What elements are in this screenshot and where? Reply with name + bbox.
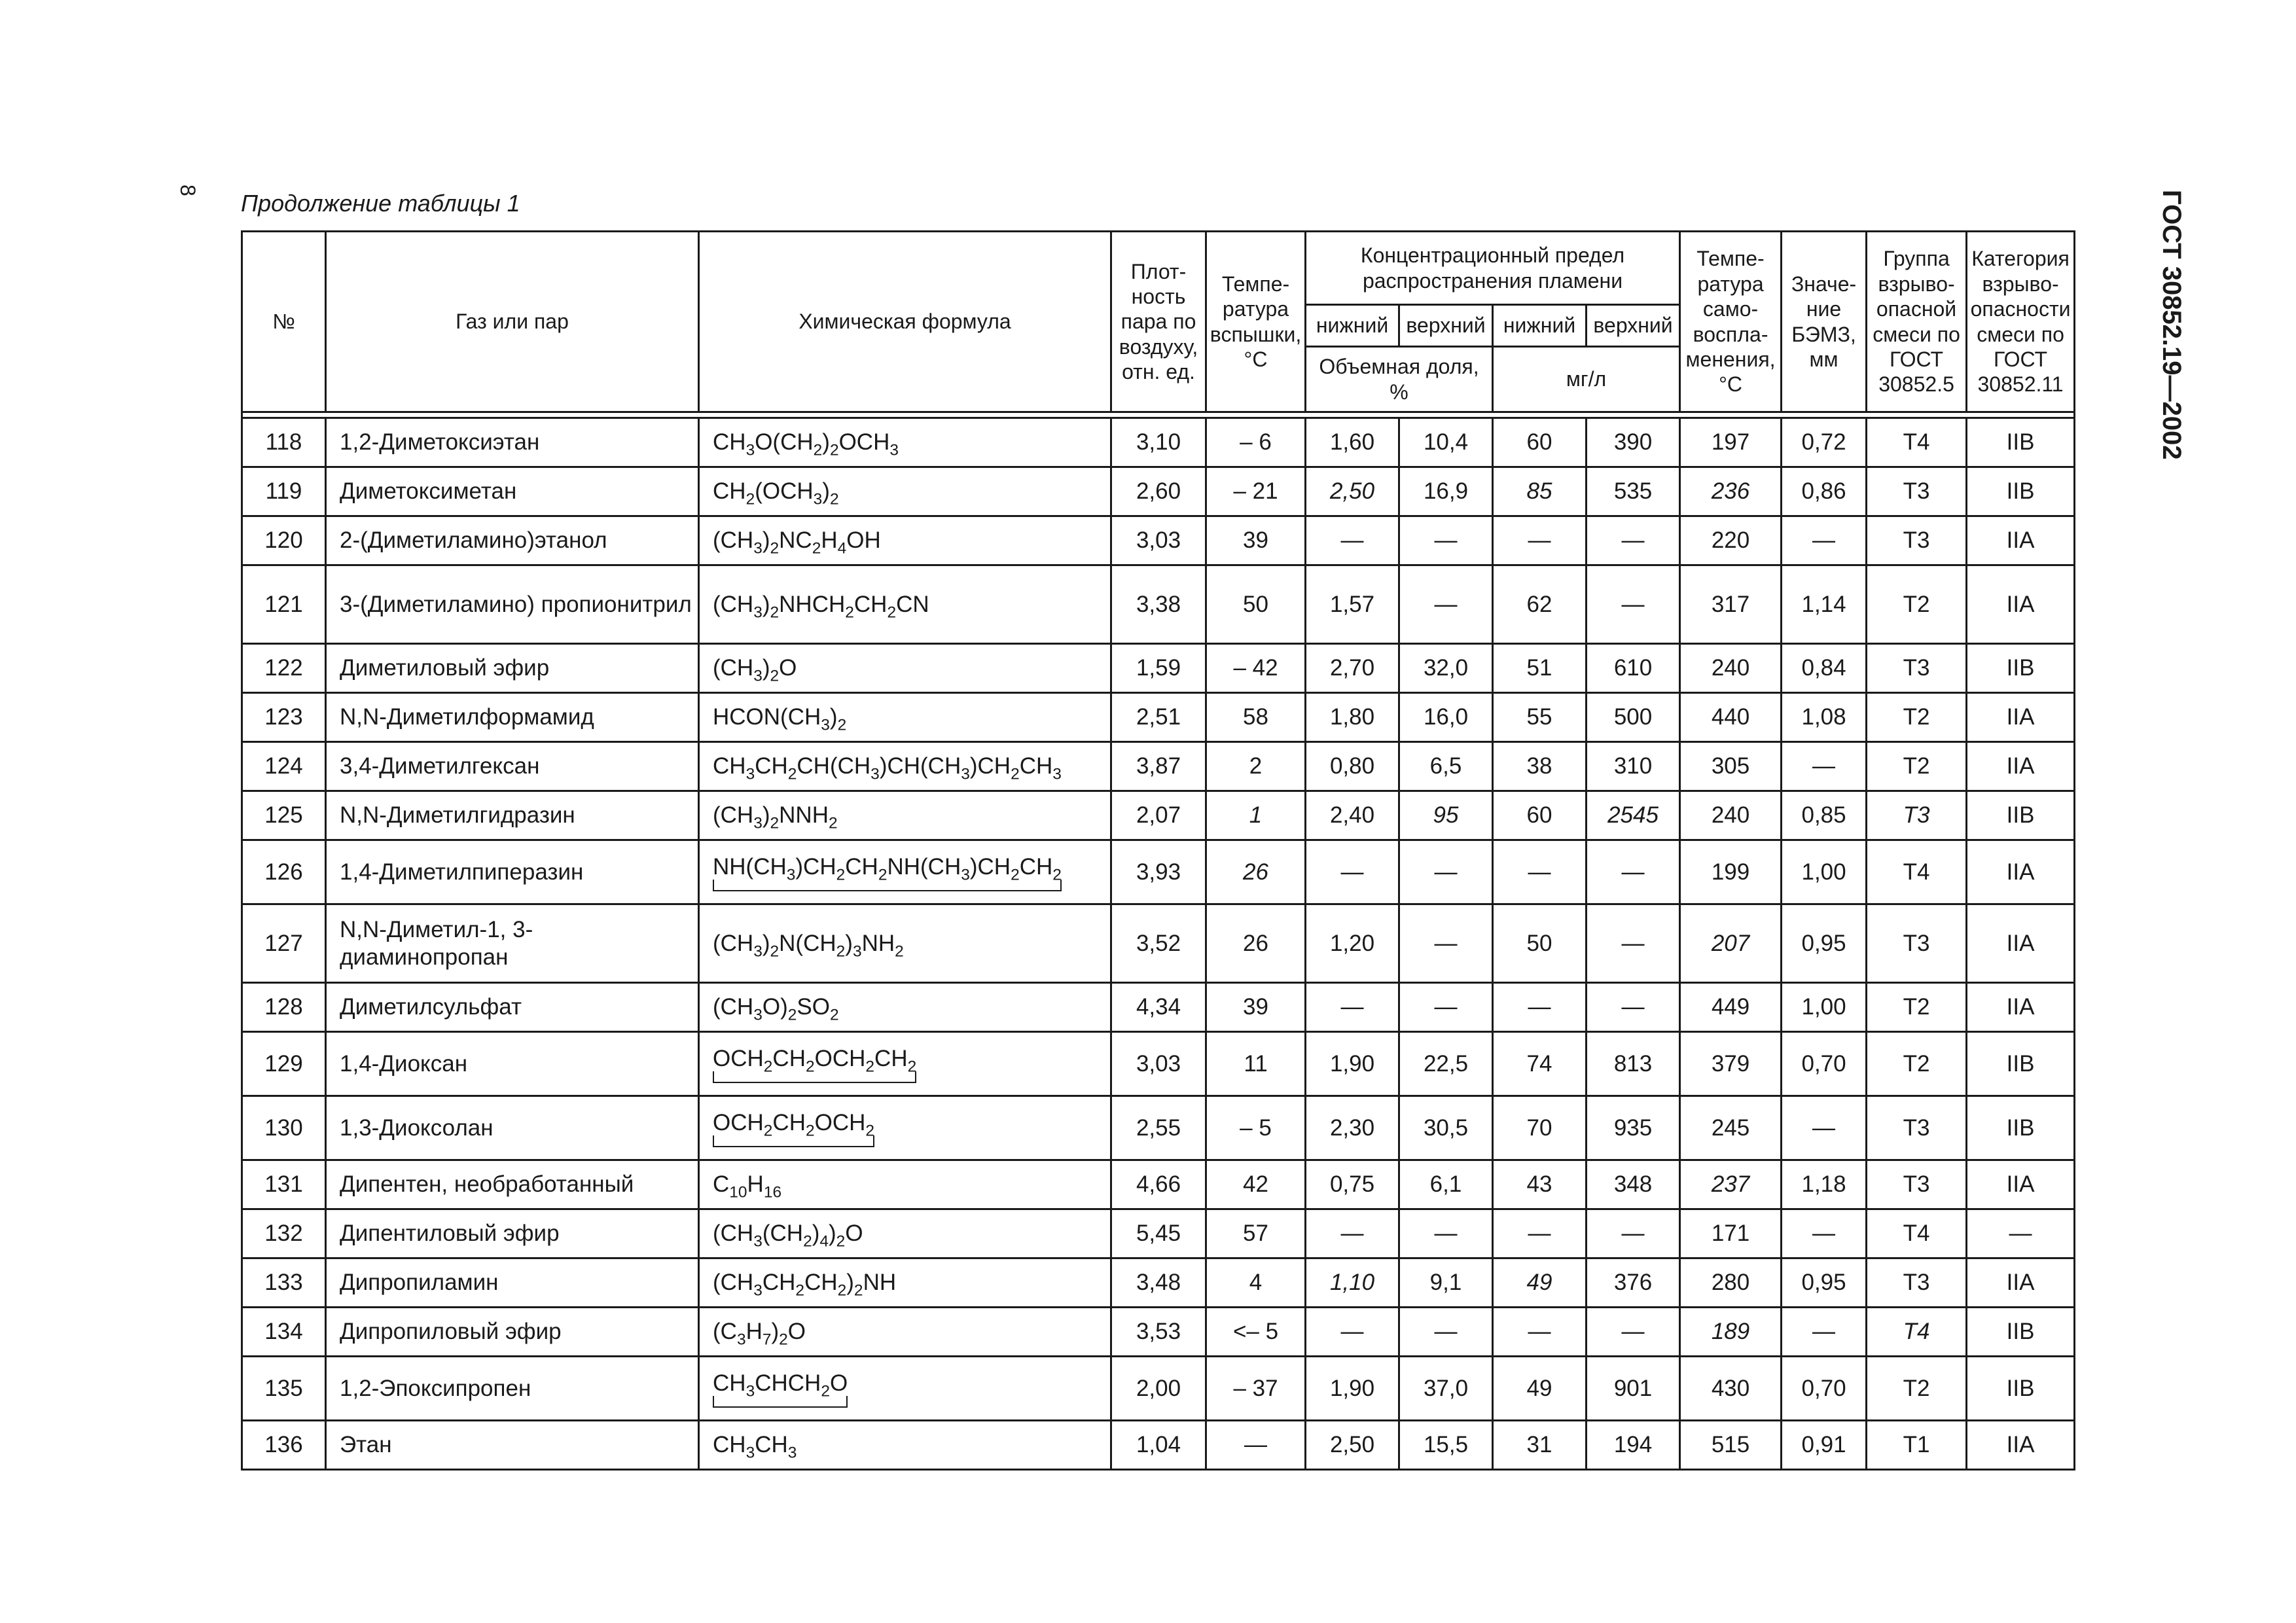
cell-bemz: 0,86 (1782, 467, 1867, 516)
cell-umg: 348 (1587, 1160, 1680, 1209)
chemical-formula (699, 840, 1111, 904)
cell-lmg: 31 (1493, 1421, 1587, 1470)
cell-group: T2 (1867, 983, 1967, 1032)
table-body (242, 418, 2075, 1470)
cell-group: T4 (1867, 1209, 1967, 1258)
cell-auto: 515 (1680, 1421, 1782, 1470)
cell-lvol: 1,57 (1306, 565, 1399, 644)
cell-lvol: 2,40 (1306, 791, 1399, 840)
table-row (242, 840, 2075, 904)
gas-name: 1,2-Эпоксипропен (326, 1357, 699, 1421)
gas-name: 1,4-Диметилпиперазин (326, 840, 699, 904)
cell-density: 3,38 (1111, 565, 1206, 644)
cell-auto: 197 (1680, 418, 1782, 467)
cell-lmg: — (1493, 840, 1587, 904)
cell-bemz: 0,95 (1782, 1258, 1867, 1308)
cell-bemz: 1,14 (1782, 565, 1867, 644)
cell-group: T4 (1867, 840, 1967, 904)
cell-lvol: 1,20 (1306, 904, 1399, 983)
cell-uvol: — (1399, 983, 1493, 1032)
gas-name: N,N-Диметил-1, 3-диаминопропан (326, 904, 699, 983)
cell-auto: 440 (1680, 693, 1782, 742)
cell-uvol: 37,0 (1399, 1357, 1493, 1421)
cell-flash: 58 (1206, 693, 1306, 742)
cell-umg: 500 (1587, 693, 1680, 742)
header-category: Категория взрыво-опасности смеси по ГОСТ 30852.11 (1967, 232, 2075, 412)
cell-flash: 4 (1206, 1258, 1306, 1308)
cell-cat: — (1967, 1209, 2075, 1258)
header-group: Группа взрыво-опасной смеси по ГОСТ 30852.5 (1867, 232, 1967, 412)
cell-lvol: — (1306, 1209, 1399, 1258)
cell-cat: IIA (1967, 1258, 2075, 1308)
cell-auto: 379 (1680, 1032, 1782, 1096)
cell-cat: IIB (1967, 1032, 2075, 1096)
cell-lvol: — (1306, 983, 1399, 1032)
table-caption: Продолжение таблицы 1 (241, 190, 520, 217)
cell-group: T3 (1867, 1096, 1967, 1160)
cell-group: T3 (1867, 1258, 1967, 1308)
header-lower-vol: нижний (1306, 305, 1399, 347)
cell-cat: IIA (1967, 516, 2075, 565)
cell-bemz: 0,70 (1782, 1357, 1867, 1421)
cell-flash: – 37 (1206, 1357, 1306, 1421)
cell-auto: 245 (1680, 1096, 1782, 1160)
cell-uvol: 16,0 (1399, 693, 1493, 742)
header-bemz: Значе-ние БЭМЗ, мм (1782, 232, 1867, 412)
cell-cat: IIB (1967, 791, 2075, 840)
cell-flash: 26 (1206, 840, 1306, 904)
cell-lmg: 38 (1493, 742, 1587, 791)
cell-bemz: 0,85 (1782, 791, 1867, 840)
gas-name: 3,4-Диметилгексан (326, 742, 699, 791)
cell-lmg: — (1493, 1209, 1587, 1258)
table-row (242, 1160, 2075, 1209)
row-number: 135 (242, 1357, 326, 1421)
gas-name: 1,3-Диоксолан (326, 1096, 699, 1160)
cell-cat: IIB (1967, 644, 2075, 693)
cell-cat: IIB (1967, 1357, 2075, 1421)
row-number: 127 (242, 904, 326, 983)
cell-group: T3 (1867, 467, 1967, 516)
row-number: 130 (242, 1096, 326, 1160)
cell-density: 3,03 (1111, 1032, 1206, 1096)
cell-group: T1 (1867, 1421, 1967, 1470)
ring-formula: $NH(CH_3)CH_2CH_2NH(CH_3)CH_2CH_2$ (713, 853, 1062, 891)
cell-uvol: 10,4 (1399, 418, 1493, 467)
cell-cat: IIB (1967, 1308, 2075, 1357)
row-number: 133 (242, 1258, 326, 1308)
chemical-formula: $(C_3H_7)_2O$ (699, 1308, 1111, 1357)
cell-density: 3,52 (1111, 904, 1206, 983)
cell-auto: 171 (1680, 1209, 1782, 1258)
header-formula: Химическая формула (699, 232, 1111, 412)
cell-flash: 2 (1206, 742, 1306, 791)
cell-uvol: — (1399, 1308, 1493, 1357)
cell-bemz: — (1782, 1096, 1867, 1160)
gas-name: Диметоксиметан (326, 467, 699, 516)
cell-lmg: 50 (1493, 904, 1587, 983)
cell-lvol: 2,50 (1306, 1421, 1399, 1470)
cell-density: 4,34 (1111, 983, 1206, 1032)
row-number: 121 (242, 565, 326, 644)
cell-flash: 26 (1206, 904, 1306, 983)
cell-flash: 57 (1206, 1209, 1306, 1258)
cell-umg: — (1587, 840, 1680, 904)
cell-lvol: 2,70 (1306, 644, 1399, 693)
cell-lvol: 1,90 (1306, 1032, 1399, 1096)
gas-name: 1,4-Диоксан (326, 1032, 699, 1096)
gas-name: 1,2-Диметоксиэтан (326, 418, 699, 467)
chemical-formula: $(CH_3(CH_2)_4)_2O$ (699, 1209, 1111, 1258)
cell-lmg: 70 (1493, 1096, 1587, 1160)
cell-bemz: 0,84 (1782, 644, 1867, 693)
row-number: 122 (242, 644, 326, 693)
cell-umg: — (1587, 904, 1680, 983)
chemical-formula: $(CH_3)_2NHCH_2CH_2CN$ (699, 565, 1111, 644)
cell-density: 2,51 (1111, 693, 1206, 742)
cell-lmg: — (1493, 1308, 1587, 1357)
ring-bracket (713, 1135, 874, 1147)
chemical-formula (699, 1096, 1111, 1160)
cell-lvol: 1,80 (1306, 693, 1399, 742)
cell-group: T2 (1867, 1357, 1967, 1421)
cell-flash: – 21 (1206, 467, 1306, 516)
cell-cat: IIB (1967, 418, 2075, 467)
cell-lmg: 49 (1493, 1258, 1587, 1308)
cell-uvol: — (1399, 904, 1493, 983)
cell-flash: 39 (1206, 983, 1306, 1032)
table-row (242, 516, 2075, 565)
cell-lvol: 0,75 (1306, 1160, 1399, 1209)
row-number: 136 (242, 1421, 326, 1470)
cell-lvol: 1,90 (1306, 1357, 1399, 1421)
row-number: 120 (242, 516, 326, 565)
chemical-formula: $(CH_3)_2N(CH_2)_3NH_2$ (699, 904, 1111, 983)
cell-flash: 50 (1206, 565, 1306, 644)
cell-umg: — (1587, 516, 1680, 565)
cell-flash: — (1206, 1421, 1306, 1470)
table-row (242, 1258, 2075, 1308)
cell-umg: — (1587, 983, 1680, 1032)
gas-name: N,N-Диметилгидразин (326, 791, 699, 840)
cell-lvol: 2,30 (1306, 1096, 1399, 1160)
cell-density: 1,59 (1111, 644, 1206, 693)
cell-uvol: 6,1 (1399, 1160, 1493, 1209)
cell-umg: — (1587, 1308, 1680, 1357)
cell-group: T3 (1867, 904, 1967, 983)
cell-cat: IIB (1967, 467, 2075, 516)
chemical-formula: $C_{10}H_{16}$ (699, 1160, 1111, 1209)
gas-name: Диметилсульфат (326, 983, 699, 1032)
page-number: 8 (176, 185, 200, 196)
cell-bemz: — (1782, 742, 1867, 791)
cell-flash: 39 (1206, 516, 1306, 565)
cell-density: 2,00 (1111, 1357, 1206, 1421)
properties-table (241, 230, 2075, 1471)
table-row (242, 418, 2075, 467)
cell-flash: 11 (1206, 1032, 1306, 1096)
cell-bemz: 0,95 (1782, 904, 1867, 983)
gas-name: Диметиловый эфир (326, 644, 699, 693)
chemical-formula: $HCON(CH_3)_2$ (699, 693, 1111, 742)
cell-auto: 237 (1680, 1160, 1782, 1209)
cell-lvol: 1,10 (1306, 1258, 1399, 1308)
cell-umg: — (1587, 1209, 1680, 1258)
cell-auto: 189 (1680, 1308, 1782, 1357)
row-number: 125 (242, 791, 326, 840)
cell-lmg: — (1493, 516, 1587, 565)
chemical-formula: $(CH_3CH_2CH_2)_2NH$ (699, 1258, 1111, 1308)
cell-auto: 240 (1680, 644, 1782, 693)
cell-density: 3,53 (1111, 1308, 1206, 1357)
cell-umg: 390 (1587, 418, 1680, 467)
cell-uvol: — (1399, 840, 1493, 904)
cell-lvol: 0,80 (1306, 742, 1399, 791)
table-row (242, 983, 2075, 1032)
cell-uvol: 15,5 (1399, 1421, 1493, 1470)
cell-density: 3,03 (1111, 516, 1206, 565)
cell-auto: 449 (1680, 983, 1782, 1032)
chemical-formula: $(CH_3)_2NC_2H_4OH$ (699, 516, 1111, 565)
ring-formula: $OCH_2CH_2OCH_2CH_2$ (713, 1045, 916, 1083)
cell-umg: — (1587, 565, 1680, 644)
cell-lmg: 60 (1493, 791, 1587, 840)
row-number: 118 (242, 418, 326, 467)
cell-density: 2,07 (1111, 791, 1206, 840)
chemical-formula: $(CH_3)_2NNH_2$ (699, 791, 1111, 840)
cell-umg: 610 (1587, 644, 1680, 693)
row-number: 119 (242, 467, 326, 516)
table-row (242, 1421, 2075, 1470)
cell-density: 2,55 (1111, 1096, 1206, 1160)
cell-density: 2,60 (1111, 467, 1206, 516)
cell-cat: IIA (1967, 840, 2075, 904)
cell-uvol: 95 (1399, 791, 1493, 840)
cell-bemz: 1,08 (1782, 693, 1867, 742)
cell-density: 4,66 (1111, 1160, 1206, 1209)
chemical-formula: $CH_3CH_3$ (699, 1421, 1111, 1470)
row-number: 134 (242, 1308, 326, 1357)
row-number: 128 (242, 983, 326, 1032)
row-number: 124 (242, 742, 326, 791)
cell-density: 3,87 (1111, 742, 1206, 791)
cell-flash: – 6 (1206, 418, 1306, 467)
cell-uvol: 16,9 (1399, 467, 1493, 516)
cell-umg: 376 (1587, 1258, 1680, 1308)
cell-bemz: — (1782, 1209, 1867, 1258)
ring-bracket (713, 880, 1062, 891)
cell-lmg: 43 (1493, 1160, 1587, 1209)
cell-cat: IIA (1967, 904, 2075, 983)
cell-uvol: 6,5 (1399, 742, 1493, 791)
header-gas: Газ или пар (326, 232, 699, 412)
cell-group: T3 (1867, 1160, 1967, 1209)
row-number: 126 (242, 840, 326, 904)
cell-lmg: 49 (1493, 1357, 1587, 1421)
cell-group: T4 (1867, 1308, 1967, 1357)
cell-uvol: 30,5 (1399, 1096, 1493, 1160)
cell-auto: 280 (1680, 1258, 1782, 1308)
cell-bemz: — (1782, 1308, 1867, 1357)
header-flash-point: Темпе-ратура вспышки, °С (1206, 232, 1306, 412)
table-row (242, 693, 2075, 742)
cell-auto: 305 (1680, 742, 1782, 791)
gas-name: Дипентен, необработанный (326, 1160, 699, 1209)
cell-group: T3 (1867, 516, 1967, 565)
cell-group: T4 (1867, 418, 1967, 467)
cell-lvol: — (1306, 840, 1399, 904)
cell-density: 3,10 (1111, 418, 1206, 467)
cell-lvol: 1,60 (1306, 418, 1399, 467)
chemical-formula (699, 1032, 1111, 1096)
cell-group: T2 (1867, 1032, 1967, 1096)
row-number: 123 (242, 693, 326, 742)
cell-umg: 935 (1587, 1096, 1680, 1160)
gas-name: Этан (326, 1421, 699, 1470)
cell-auto: 199 (1680, 840, 1782, 904)
cell-bemz: 0,72 (1782, 418, 1867, 467)
cell-lvol: — (1306, 516, 1399, 565)
cell-density: 1,04 (1111, 1421, 1206, 1470)
gas-name: 2-(Диметиламино)этанол (326, 516, 699, 565)
header-lower-mg: нижний (1493, 305, 1587, 347)
cell-cat: IIA (1967, 983, 2075, 1032)
chemical-formula (699, 1357, 1111, 1421)
cell-lmg: 74 (1493, 1032, 1587, 1096)
table-row (242, 742, 2075, 791)
cell-umg: 310 (1587, 742, 1680, 791)
cell-bemz: 0,70 (1782, 1032, 1867, 1096)
cell-cat: IIA (1967, 1160, 2075, 1209)
cell-umg: 194 (1587, 1421, 1680, 1470)
cell-group: T2 (1867, 693, 1967, 742)
table-row (242, 791, 2075, 840)
cell-density: 5,45 (1111, 1209, 1206, 1258)
cell-lmg: 55 (1493, 693, 1587, 742)
cell-lmg: 85 (1493, 467, 1587, 516)
cell-lmg: 51 (1493, 644, 1587, 693)
cell-flash: 42 (1206, 1160, 1306, 1209)
header-concentration-limit: Концентрационный предел распространения пламени (1306, 232, 1680, 305)
cell-density: 3,93 (1111, 840, 1206, 904)
cell-uvol: 22,5 (1399, 1032, 1493, 1096)
cell-flash: 1 (1206, 791, 1306, 840)
row-number: 132 (242, 1209, 326, 1258)
cell-umg: 901 (1587, 1357, 1680, 1421)
cell-umg: 535 (1587, 467, 1680, 516)
cell-uvol: — (1399, 1209, 1493, 1258)
gas-name: 3-(Диметиламино) пропионитрил (326, 565, 699, 644)
gas-name: Дипропиловый эфир (326, 1308, 699, 1357)
header-upper-mg: верхний (1587, 305, 1680, 347)
ring-formula: $OCH_2CH_2OCH_2$ (713, 1109, 874, 1147)
row-number: 129 (242, 1032, 326, 1096)
cell-group: T3 (1867, 644, 1967, 693)
table-row (242, 1357, 2075, 1421)
cell-density: 3,48 (1111, 1258, 1206, 1308)
header-upper-vol: верхний (1399, 305, 1493, 347)
cell-cat: IIB (1967, 1096, 2075, 1160)
cell-flash: – 42 (1206, 644, 1306, 693)
gas-name: Дипропиламин (326, 1258, 699, 1308)
cell-auto: 207 (1680, 904, 1782, 983)
table-row (242, 1032, 2075, 1096)
cell-uvol: 9,1 (1399, 1258, 1493, 1308)
cell-bemz: 0,91 (1782, 1421, 1867, 1470)
chemical-formula: $CH_2(OCH_3)_2$ (699, 467, 1111, 516)
cell-uvol: — (1399, 516, 1493, 565)
table-row (242, 1209, 2075, 1258)
cell-cat: IIA (1967, 693, 2075, 742)
cell-group: T3 (1867, 791, 1967, 840)
header-autoignition: Темпе-ратура само-воспла-менения, °С (1680, 232, 1782, 412)
table-row (242, 904, 2075, 983)
cell-auto: 430 (1680, 1357, 1782, 1421)
cell-uvol: 32,0 (1399, 644, 1493, 693)
ring-formula: $CH_3CHCH_2O$ (713, 1370, 848, 1408)
cell-cat: IIA (1967, 565, 2075, 644)
cell-lmg: 62 (1493, 565, 1587, 644)
gas-name: N,N-Диметилформамид (326, 693, 699, 742)
table-row (242, 565, 2075, 644)
chemical-formula: $(CH_3)_2O$ (699, 644, 1111, 693)
table-row (242, 1308, 2075, 1357)
cell-umg: 813 (1587, 1032, 1680, 1096)
cell-lmg: — (1493, 983, 1587, 1032)
row-number: 131 (242, 1160, 326, 1209)
document-id-text: ГОСТ 30852.19—2002 (2157, 190, 2186, 460)
cell-bemz: — (1782, 516, 1867, 565)
cell-lvol: — (1306, 1308, 1399, 1357)
cell-umg: 2545 (1587, 791, 1680, 840)
cell-lvol: 2,50 (1306, 467, 1399, 516)
gas-name: Дипентиловый эфир (326, 1209, 699, 1258)
header-volume-fraction: Объемная доля, % (1306, 347, 1493, 412)
cell-cat: IIA (1967, 742, 2075, 791)
chemical-formula: $CH_3O(CH_2)_2OCH_3$ (699, 418, 1111, 467)
table-row (242, 1096, 2075, 1160)
cell-bemz: 1,00 (1782, 983, 1867, 1032)
cell-auto: 220 (1680, 516, 1782, 565)
header-density: Плот-ность пара по воздуху, отн. ед. (1111, 232, 1206, 412)
cell-lmg: 60 (1493, 418, 1587, 467)
chemical-formula: $CH_3CH_2CH(CH_3)CH(CH_3)CH_2CH_3$ (699, 742, 1111, 791)
cell-group: T2 (1867, 742, 1967, 791)
header-divider (242, 412, 2075, 418)
cell-group: T2 (1867, 565, 1967, 644)
header-mg-per-l: мг/л (1493, 347, 1680, 412)
cell-flash: <– 5 (1206, 1308, 1306, 1357)
header-no: № (242, 232, 326, 412)
cell-flash: – 5 (1206, 1096, 1306, 1160)
cell-auto: 240 (1680, 791, 1782, 840)
cell-bemz: 1,18 (1782, 1160, 1867, 1209)
table-row (242, 644, 2075, 693)
cell-uvol: — (1399, 565, 1493, 644)
cell-cat: IIA (1967, 1421, 2075, 1470)
cell-auto: 317 (1680, 565, 1782, 644)
chemical-formula: $(CH_3O)_2SO_2$ (699, 983, 1111, 1032)
document-id (2157, 190, 2186, 491)
cell-bemz: 1,00 (1782, 840, 1867, 904)
table-row (242, 467, 2075, 516)
cell-auto: 236 (1680, 467, 1782, 516)
